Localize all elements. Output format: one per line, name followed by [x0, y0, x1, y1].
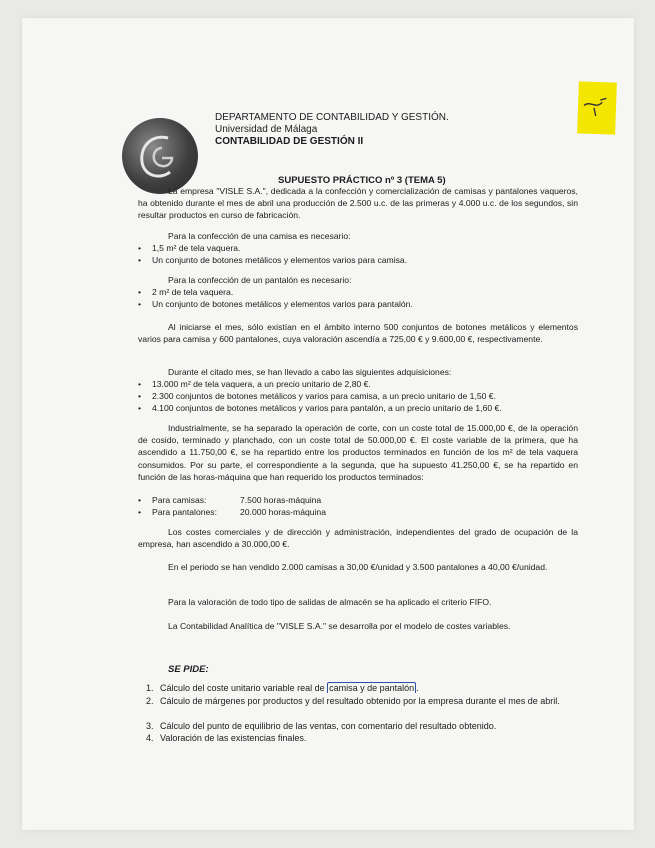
department-name: DEPARTAMENTO DE CONTABILIDAD Y GESTIÓN. [215, 112, 449, 123]
course-name: CONTABILIDAD DE GESTIÓN II [215, 136, 364, 147]
horas-value: 7.500 horas-máquina [240, 495, 322, 505]
document-page [22, 18, 634, 830]
inicio-paragraph: Al iniciarse el mes, sólo existían en el ámbito interno 500 conjuntos de botones metálicos y elementos varios para camisa y 600 pantalones, cuya valoración ascendía a 725,00 € y 9.600,00 €, respectivamente. [138, 322, 578, 345]
annotated-text: camisa y de pantalón [329, 683, 415, 693]
analitica-text: La Contabilidad Analítica de "VISLE S.A." se desarrolla por el modelo de costes variables. [168, 621, 511, 631]
university-name: Universidad de Málaga [215, 124, 318, 135]
costes-paragraph: Los costes comerciales y de dirección y administración, independientes del grado de ocupación de la empresa, han ascendido a 30.000,00 €. [138, 527, 578, 550]
se-pide-heading: SE PIDE: [168, 664, 209, 675]
question-1: 1. Cálculo del coste unitario variable real de camisa y de pantalón . [146, 683, 419, 693]
question-2: 2. Cálculo de márgenes por productos y del resultado obtenido por la empresa durante el mes de abril. [146, 696, 560, 706]
camisa-item: • 1,5 m² de tela vaquera. [152, 242, 240, 254]
camisa-lead: Para la confección de una camisa es necesario: [168, 231, 351, 241]
ventas-paragraph: En el periodo se han vendido 2.000 camisas a 30,00 €/unidad y 3.500 pantalones a 40,00 €/unidad. [168, 562, 548, 572]
intro-paragraph: La empresa "VISLE S.A.", dedicada a la confección y comercialización de camisas y pantalones vaqueros, ha obtenido durante el mes de abril una producción de 2.500 u.c. de las primeras y 4.000 u.c. de los segundos, sin resultar productos en curso de fabricación. [138, 186, 578, 221]
question-4: 4. Valoración de las existencias finales. [146, 733, 307, 743]
industrial-paragraph: Industrialmente, se ha separado la operación de corte, con un coste total de 15.000,00 €, de la operación de cosido, terminado y planchado, con un coste total de 50.000,00 €. El coste variable de la primera, que ha ascendido a 11.750,00 €, se ha repartido entre los productos terminados en función de los m² de tela vaquera consumidos. Por su parte, el correspondiente a la segunda, que ha supuesto 41.250,00 €, se ha repartido en función de las horas-máquina que han requerido los productos terminados: [138, 423, 578, 482]
horas-label: • Para pantalones: [152, 506, 217, 518]
sticky-note-icon [577, 81, 617, 134]
question-number: 2. [146, 696, 154, 706]
fifo-text: Para la valoración de todo tipo de salidas de almacén se ha aplicado el criterio FIFO. [168, 597, 492, 607]
question-3: 3. Cálculo del punto de equilibrio de las ventas, con comentario del resultado obtenido. [146, 721, 497, 731]
adquisicion-item: • 13.000 m² de tela vaquera, a un precio unitario de 2,80 €. [152, 378, 371, 390]
adquisicion-item: • 4.100 conjuntos de botones metálicos y varios para pantalón, a un precio unitario de 1,60 €. [152, 402, 502, 414]
pantalon-lead: Para la confección de un pantalón es necesario: [168, 275, 352, 285]
horas-value: 20.000 horas-máquina [240, 507, 326, 517]
page-title: SUPUESTO PRÁCTICO nº 3 (TEMA 5) [278, 175, 446, 186]
question-number: 3. [146, 721, 154, 731]
horas-label: • Para camisas: [152, 494, 206, 506]
university-logo-icon [122, 118, 198, 194]
question-number: 4. [146, 733, 154, 743]
pantalon-item: • 2 m² de tela vaquera. [152, 286, 233, 298]
pantalon-item: • Un conjunto de botones metálicos y elementos varios para pantalón. [152, 298, 413, 310]
question-number: 1. [146, 683, 154, 693]
camisa-item: • Un conjunto de botones metálicos y elementos varios para camisa. [152, 254, 407, 266]
adquisiciones-lead: Durante el citado mes, se han llevado a cabo las siguientes adquisiciones: [168, 367, 452, 377]
adquisicion-item: • 2.300 conjuntos de botones metálicos y varios para camisa, a un precio unitario de 1,50 €. [152, 390, 496, 402]
